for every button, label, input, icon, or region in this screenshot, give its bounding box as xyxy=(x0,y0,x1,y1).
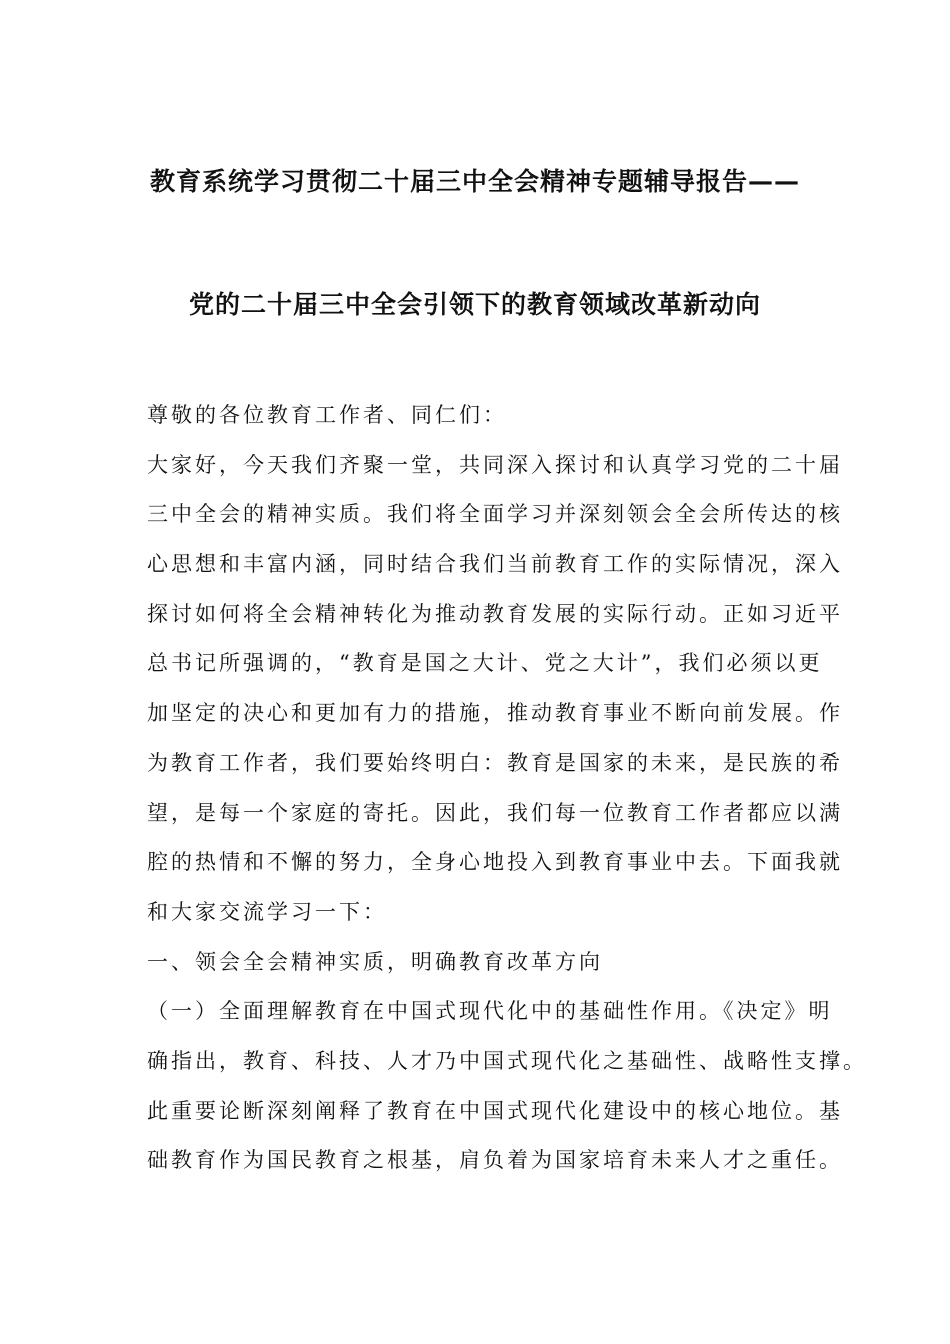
body-line: 心思想和丰富内涵，同时结合我们当前教育工作的实际情况，深入 xyxy=(147,552,843,577)
greeting-line: 尊敬的各位教育工作者、同仁们： xyxy=(147,403,507,427)
document-title-line-1: 教育系统学习贯彻二十届三中全会精神专题辅导报告—— xyxy=(149,167,800,196)
body-line: 腔的热情和不懈的努力，全身心地投入到教育事业中去。下面我就 xyxy=(147,850,843,875)
body-line: 三中全会的精神实质。我们将全面学习并深刻领会全会所传达的核 xyxy=(147,502,843,527)
body-line: 望，是每一个家庭的寄托。因此，我们每一位教育工作者都应以满 xyxy=(147,800,843,825)
body-line: 确指出，教育、科技、人才乃中国式现代化之基础性、战略性支撑。 xyxy=(147,1048,867,1073)
section-heading: 一、领会全会精神实质，明确教育改革方向 xyxy=(147,949,603,974)
body-line: 和大家交流学习一下： xyxy=(147,899,387,924)
body-line: 此重要论断深刻阐释了教育在中国式现代化建设中的核心地位。基 xyxy=(147,1098,843,1123)
document-title-line-2: 党的二十届三中全会引领下的教育领域改革新动向 xyxy=(188,290,761,319)
body-line: 探讨如何将全会精神转化为推动教育发展的实际行动。正如习近平 xyxy=(147,601,843,626)
body-line: 加坚定的决心和更加有力的措施，推动教育事业不断向前发展。作 xyxy=(147,701,843,726)
document-body xyxy=(147,400,867,1195)
body-line: 总书记所强调的，“教育是国之大计、党之大计”，我们必须以更 xyxy=(147,651,823,676)
body-line: 为教育工作者，我们要始终明白：教育是国家的未来，是民族的希 xyxy=(147,750,843,775)
body-line: 大家好，今天我们齐聚一堂，共同深入探讨和认真学习党的二十届 xyxy=(147,452,843,477)
body-line: 础教育作为国民教育之根基，肩负着为国家培育未来人才之重任。 xyxy=(147,1148,843,1173)
body-line: （一）全面理解教育在中国式现代化中的基础性作用。《决定》明 xyxy=(147,999,833,1024)
